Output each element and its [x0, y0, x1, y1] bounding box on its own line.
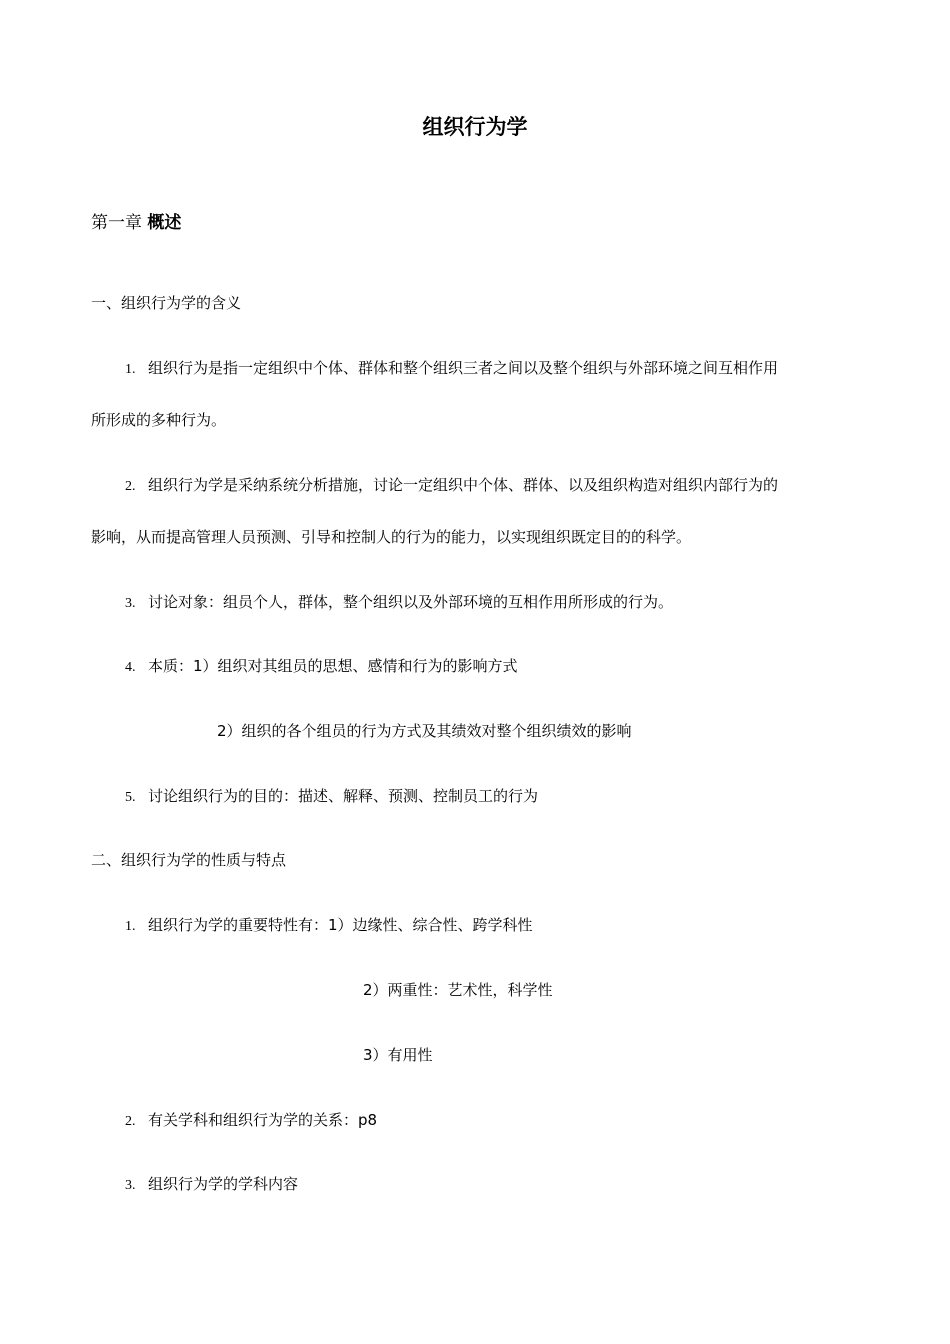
list-item: [125, 592, 673, 614]
item-text: 组织行为学的学科内容: [148, 1175, 299, 1193]
item-number: 1.: [125, 919, 136, 934]
item-text: 讨论对象：组员个人，群体，整个组织以及外部环境的互相作用所形成的行为。: [148, 593, 674, 611]
section-heading: 一、组织行为学的含义: [91, 294, 242, 312]
item-text: 组织行为是指一定组织中个体、群体和整个组织三者之间以及整个组织与外部环境之间互相作用: [148, 359, 779, 377]
item-text: 讨论组织行为的目的：描述、解释、预测、控制员工的行为: [148, 787, 539, 805]
document-title: 组织行为学: [422, 115, 528, 139]
item-continuation: 所形成的多种行为。: [91, 411, 227, 429]
chapter-name: 概述: [147, 213, 182, 233]
item-number: 5.: [125, 790, 136, 805]
chapter-label: 第一章: [91, 213, 142, 233]
list-item: [125, 915, 533, 937]
item-number: 3.: [125, 596, 136, 611]
item-continuation: 3）有用性: [363, 1046, 433, 1064]
item-number: 2.: [125, 1114, 136, 1129]
list-item: [125, 475, 778, 497]
list-item: [125, 786, 538, 808]
item-number: 4.: [125, 660, 136, 675]
item-text: 有关学科和组织行为学的关系：p8: [148, 1111, 378, 1129]
chapter-heading: [91, 211, 181, 235]
item-continuation: 2）组织的各个组员的行为方式及其绩效对整个组织绩效的影响: [217, 722, 632, 740]
item-text: 本质：1）组织对其组员的思想、感情和行为的影响方式: [148, 657, 518, 675]
item-continuation: 2）两重性：艺术性，科学性: [363, 981, 553, 999]
item-text: 组织行为学的重要特性有：1）边缘性、综合性、跨学科性: [148, 916, 533, 934]
section-heading: 二、组织行为学的性质与特点: [91, 851, 287, 869]
item-number: 3.: [125, 1178, 136, 1193]
item-text: 组织行为学是采纳系统分析措施，讨论一定组织中个体、群体、以及组织构造对组织内部行为的: [148, 476, 779, 494]
list-item: [125, 656, 518, 678]
list-item: [125, 1174, 298, 1196]
item-continuation: 影响，从而提高管理人员预测、引导和控制人的行为的能力，以实现组织既定目的的科学。: [91, 528, 692, 546]
list-item: [125, 1110, 377, 1132]
item-number: 1.: [125, 362, 136, 377]
item-number: 2.: [125, 479, 136, 494]
list-item: [125, 358, 778, 380]
